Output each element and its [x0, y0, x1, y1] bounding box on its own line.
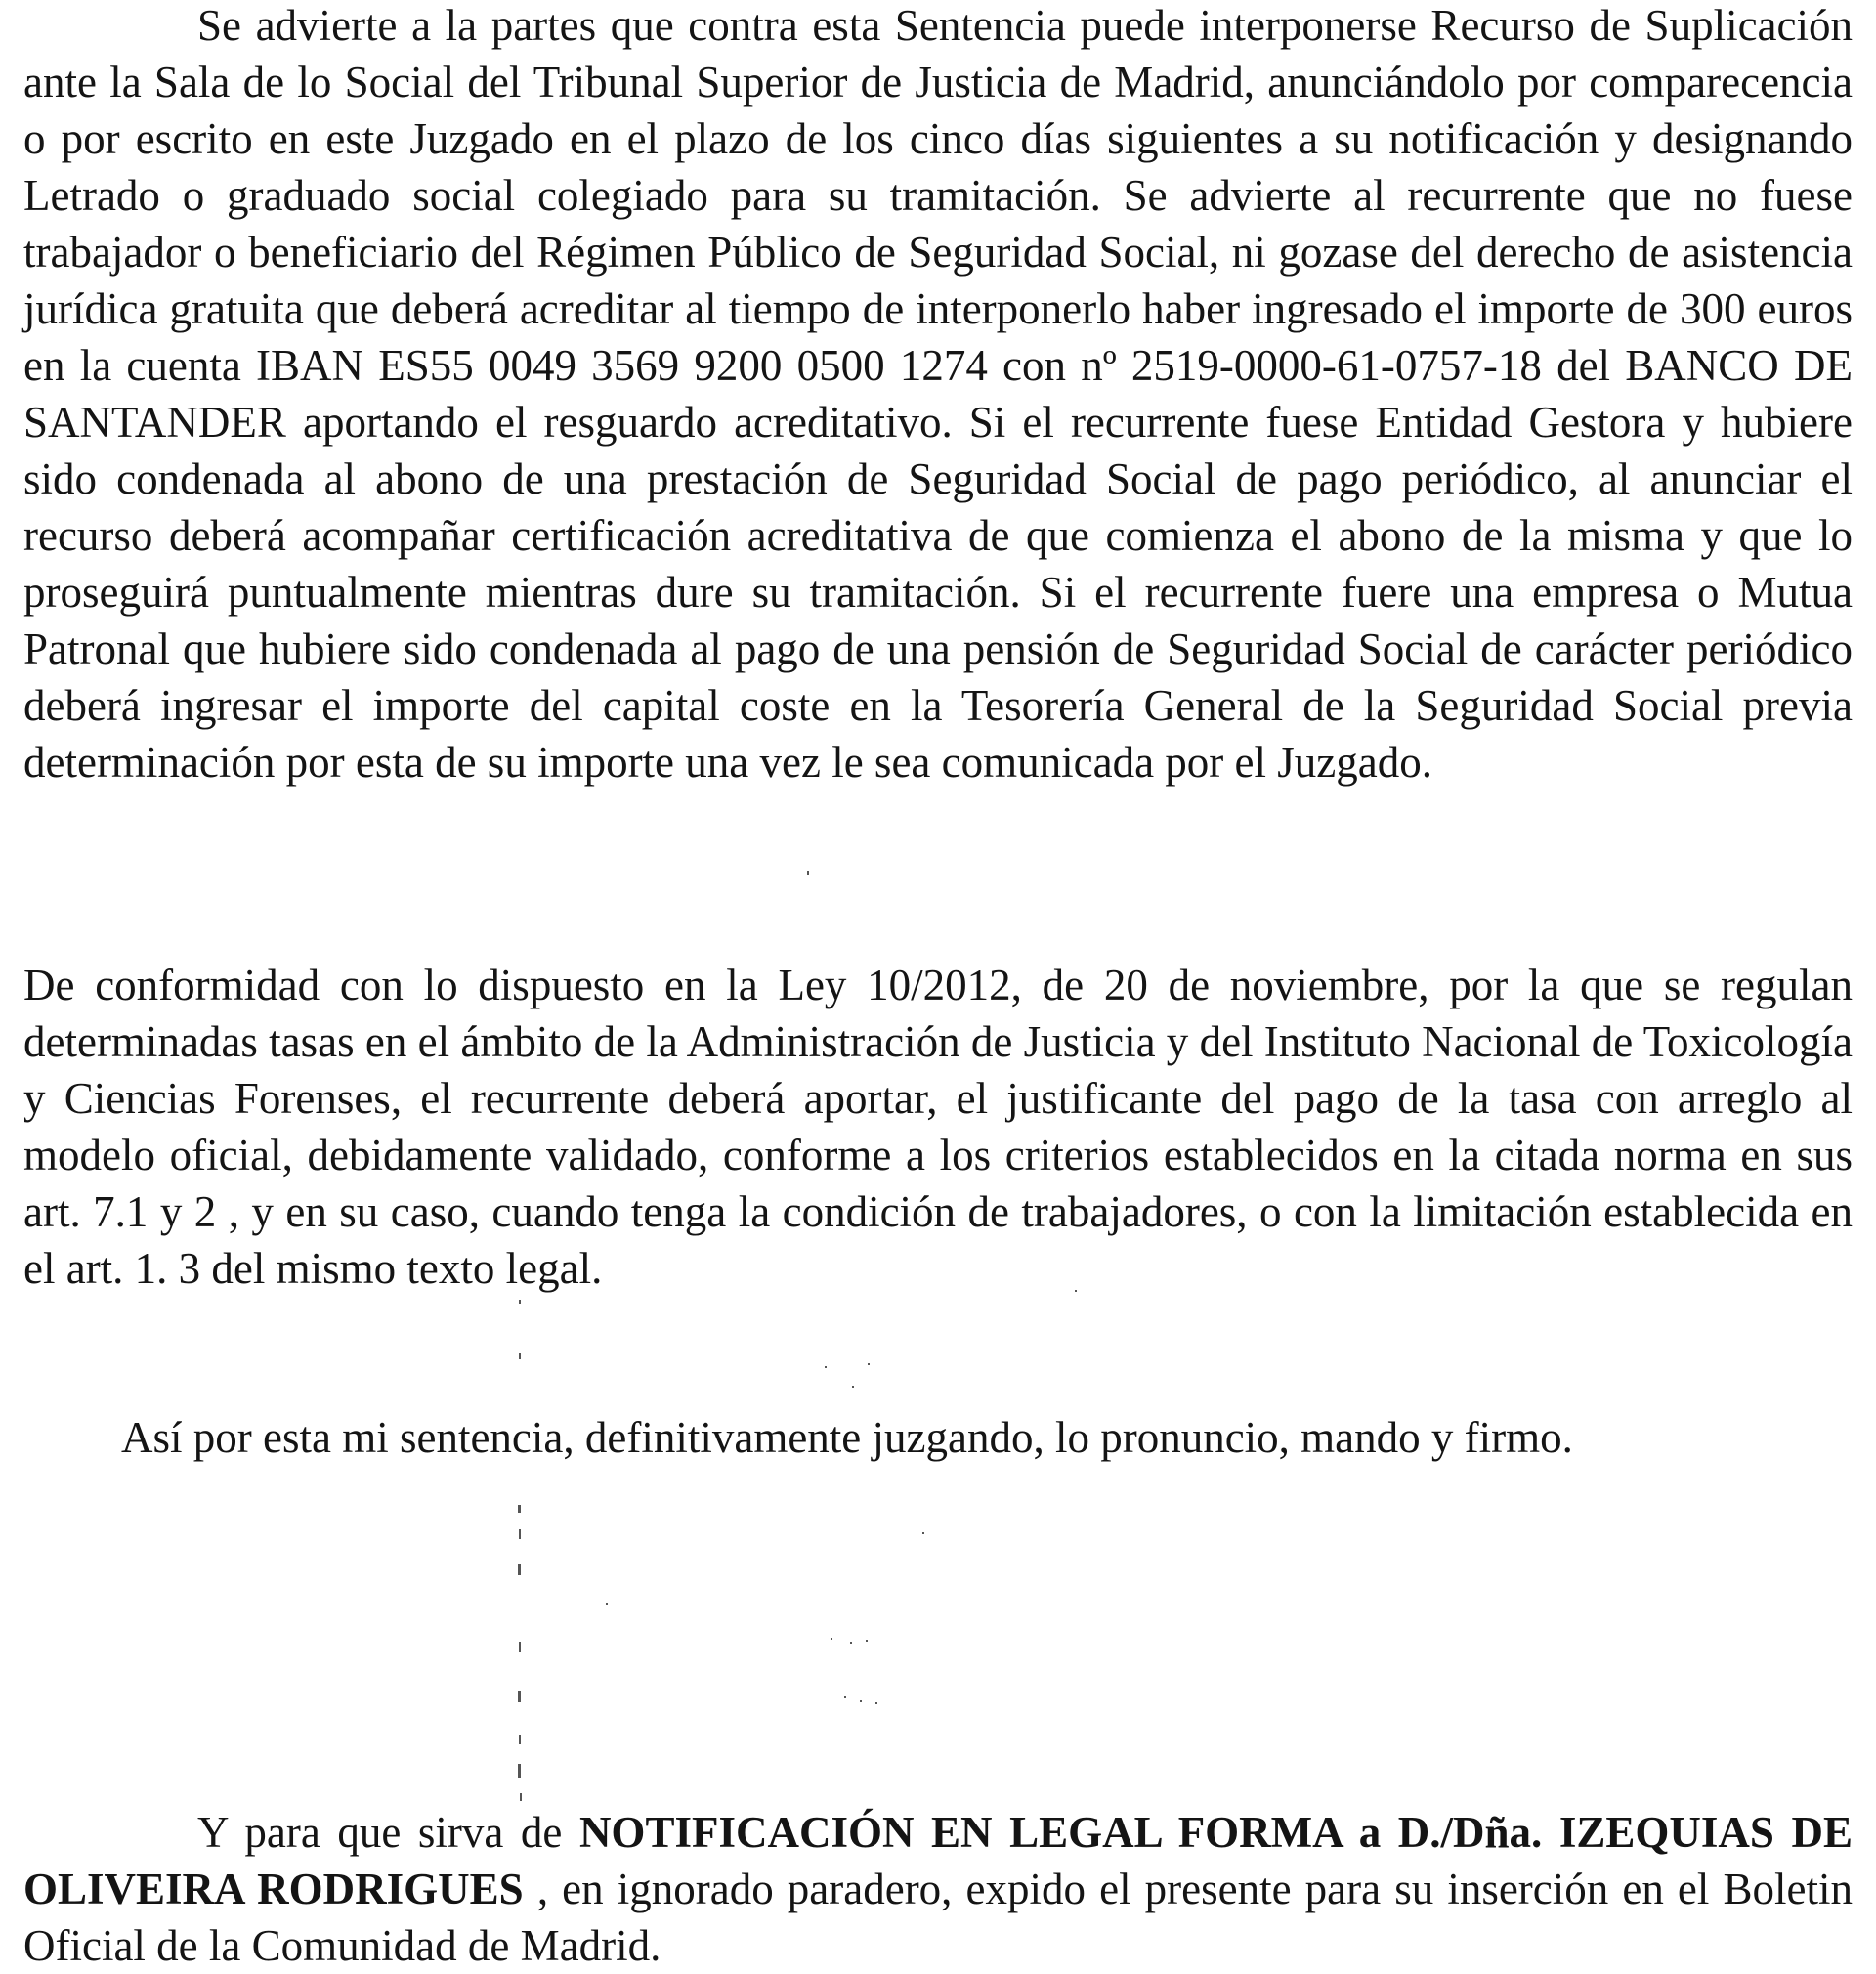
notification-paragraph: [23, 1804, 1853, 1974]
notification-tail: , en ignorado paradero, expido el presente para su inserción en el Boletin Oficial de la Comunidad de Madrid.: [23, 1865, 1853, 1970]
notification-lead: Y para que sirva de: [197, 1808, 579, 1857]
appeal-notice-paragraph: Se advierte a la partes que contra esta Sentencia puede interponerse Recurso de Suplicación ante la Sala de lo Social del Tribunal Superior de Justicia de Madrid, anunciándolo por comparecencia o por escrito en este Juzgado en el plazo de los cinco días siguientes a su notificación y designando Letrado o graduado social colegiado para su tramitación. Se advierte al recurrente que no fuese trabajador o beneficiario del Régimen Público de Seguridad Social, ni gozase del derecho de asistencia jurídica gratuita que deberá acreditar al tiempo de interponerlo haber ingresado el importe de 300 euros en la cuenta IBAN ES55 0049 3569 9200 0500 1274 con nº 2519-0000-61-0757-18 del BANCO DE SANTANDER aportando el resguardo acreditativo. Si el recurrente fuese Entidad Gestora y hubiere sido condenada al abono de una prestación de Seguridad Social de pago periódico, al anunciar el recurso deberá acompañar certificación acreditativa de que comienza el abono de la misma y que lo proseguirá puntualmente mientras dure su tramitación. Si el recurrente fuere una empresa o Mutua Patronal que hubiere sido condenada al pago de una pensión de Seguridad Social de carácter periódico deberá ingresar el importe del capital coste en la Tesorería General de la Seguridad Social previa determinación por esta de su importe una vez le sea comunicada por el Juzgado.: [23, 1, 1853, 787]
court-fee-paragraph: De conformidad con lo dispuesto en la Ley 10/2012, de 20 de noviembre, por la que se regulan determinadas tasas en el ámbito de la Administración de Justicia y del Instituto Nacional de Toxicología y Ciencias Forenses, el recurrente deberá aportar, el justificante del pago de la tasa con arreglo al modelo oficial, debidamente validado, conforme a los criterios establecidos en la citada norma en sus art. 7.1 y 2 , y en su caso, cuando tenga la condición de trabajadores, o con la limitación establecida en el art. 1. 3 del mismo texto legal.: [23, 961, 1853, 1293]
legal-notice-label: NOTIFICACIÓN EN LEGAL FORMA: [578, 1808, 1343, 1857]
addressee-name: IZEQUIAS DE OLIVEIRA RODRIGUES: [23, 1808, 1853, 1913]
addressee-prefix: a D./Dña.: [1342, 1808, 1559, 1857]
document-page: [23, 0, 1853, 1974]
sentence-closing-line: Así por esta mi sentencia, definitivamente juzgando, lo pronuncio, mando y firmo.: [121, 1413, 1573, 1462]
